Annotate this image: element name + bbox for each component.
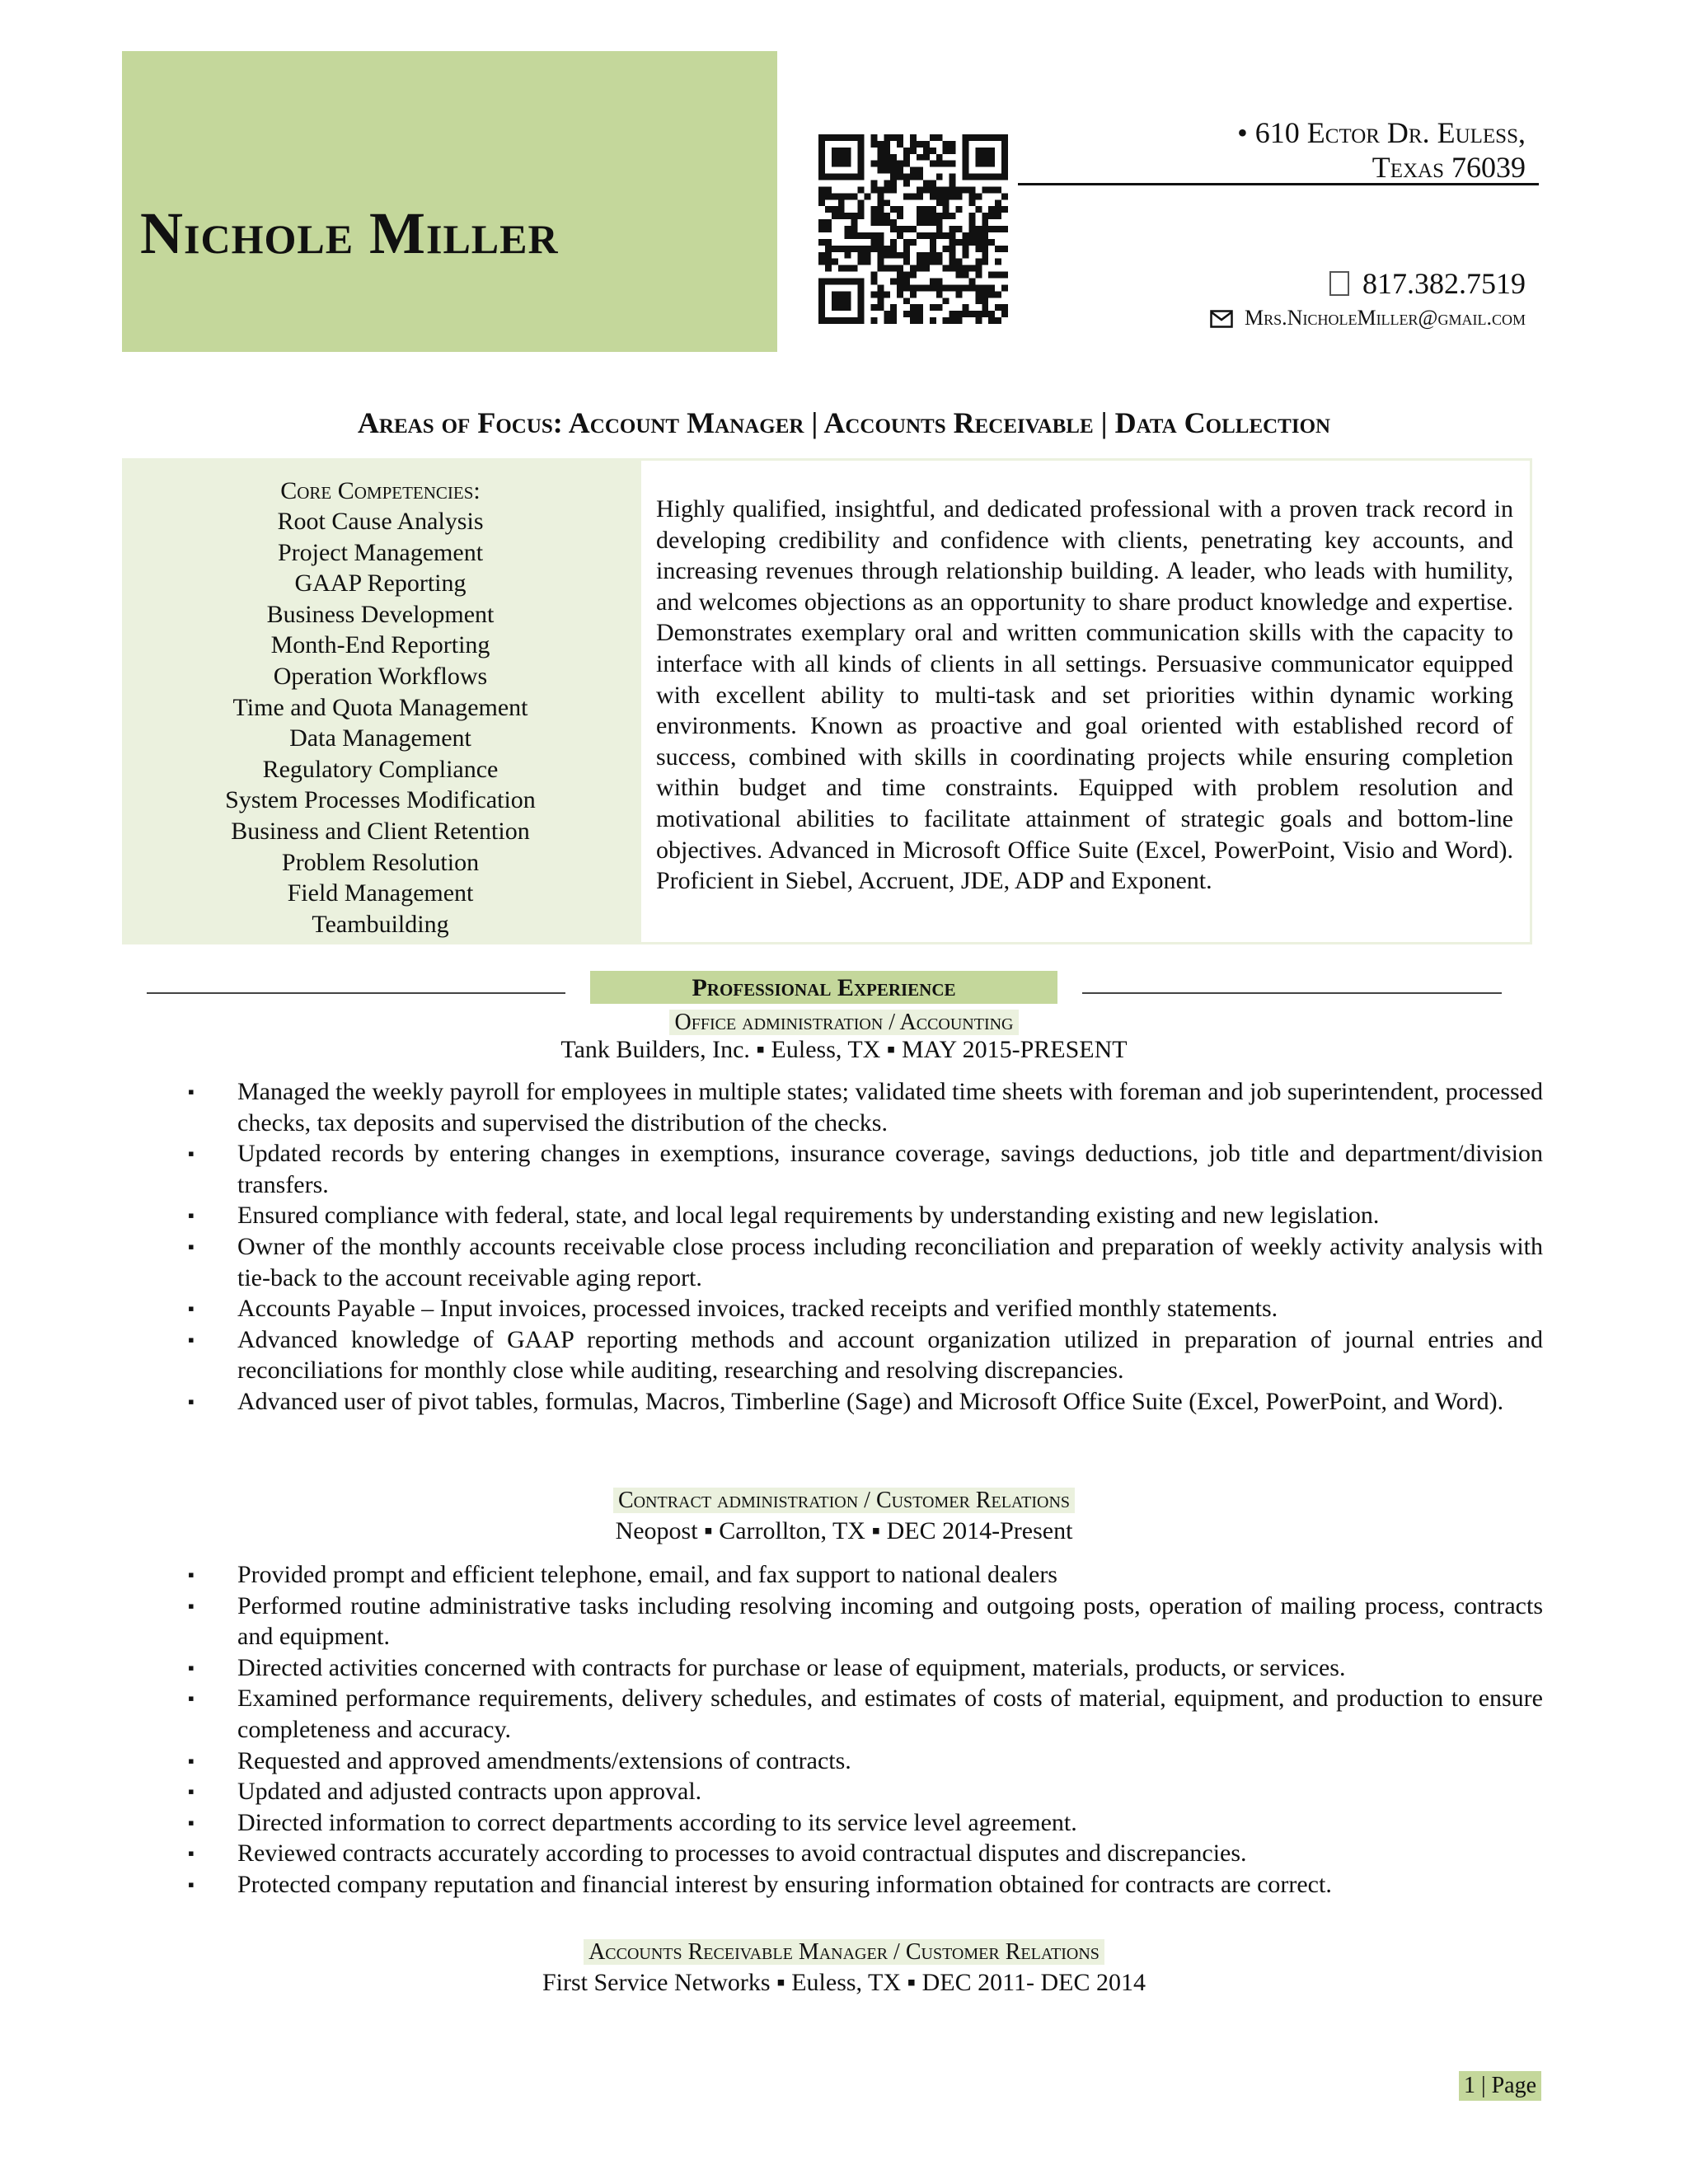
- list-item: ▪ Accounts Payable – Input invoices, processed invoices, tracked receipts and verified monthly statements.: [165, 1293, 1543, 1324]
- address-divider: [1018, 183, 1539, 185]
- core-competencies-panel: [122, 458, 639, 944]
- list-item: ▪ Directed activities concerned with contracts for purchase or lease of equipment, materials, products, or services.: [165, 1652, 1543, 1684]
- competency-item: Business and Client Retention: [231, 817, 530, 845]
- competency-item: GAAP Reporting: [294, 569, 467, 598]
- competency-item: Project Management: [277, 538, 484, 566]
- list-item: ▪ Requested and approved amendments/extensions of contracts.: [165, 1746, 1543, 1777]
- job-title-text: Office administration / Accounting: [669, 1010, 1018, 1035]
- job-bullets: [165, 1559, 1543, 1900]
- list-item: ▪ Protected company reputation and financial interest by ensuring information obtained for contracts are correct.: [165, 1869, 1543, 1900]
- competency-item: Time and Quota Management: [232, 693, 528, 721]
- competency-item: Root Cause Analysis: [277, 508, 484, 535]
- job-employer: Neopost ▪ Carrollton, TX ▪ DEC 2014-Present: [615, 1517, 1073, 1544]
- phone-text: 817.382.7519: [1362, 267, 1526, 300]
- list-item: ▪ Examined performance requirements, delivery schedules, and estimates of costs of material, equipment, and production to ensure completeness and accuracy.: [165, 1683, 1543, 1745]
- section-divider-right: [1082, 992, 1502, 994]
- job-employer: First Service Networks ▪ Euless, TX ▪ DEC 2011- DEC 2014: [542, 1969, 1146, 1996]
- address-city: Texas 76039: [1372, 151, 1526, 184]
- page-number: 1 | Page: [1459, 2071, 1541, 2101]
- list-item: ▪ Advanced knowledge of GAAP reporting methods and account organization utilized in preparation of journal entries and reconciliations for monthly close while auditing, researching and resolving discrepancies.: [165, 1324, 1543, 1386]
- list-item: ▪ Managed the weekly payroll for employees in multiple states; validated time sheets with foreman and job superintendent, processed checks, tax deposits and supervised the distribution of the checks.: [165, 1076, 1543, 1138]
- job-bullets: [165, 1076, 1543, 1418]
- competency-item: Regulatory Compliance: [262, 755, 499, 783]
- email-text: Mrs.NicholeMiller@gmail.com: [1245, 306, 1526, 330]
- list-item: ▪ Ensured compliance with federal, state, and local legal requirements by understanding existing and new legislation.: [165, 1200, 1543, 1231]
- job-employer: Tank Builders, Inc. ▪ Euless, TX ▪ MAY 2015-PRESENT: [560, 1036, 1128, 1063]
- competencies-title: Core Competencies:: [280, 477, 481, 504]
- list-item: ▪ Advanced user of pivot tables, formulas, Macros, Timberline (Sage) and Microsoft Office Suite (Excel, PowerPoint, and Word).: [165, 1386, 1543, 1418]
- qr-code-icon: [818, 134, 1008, 324]
- list-item: ▪ Directed information to correct departments according to its service level agreement.: [165, 1807, 1543, 1839]
- address-street: • 610 Ector Dr. Euless,: [1237, 116, 1526, 149]
- phone-icon: [1329, 271, 1349, 296]
- list-item: ▪ Provided prompt and efficient telephone, email, and fax support to national dealers: [165, 1559, 1543, 1591]
- list-item: ▪ Updated and adjusted contracts upon approval.: [165, 1776, 1543, 1807]
- name-banner: [122, 51, 777, 352]
- experience-heading: Professional Experience: [590, 971, 1057, 1004]
- candidate-name: Nichole Miller: [140, 200, 559, 266]
- competency-item: Month-End Reporting: [270, 631, 490, 659]
- summary-panel: [639, 458, 1532, 944]
- job-title: [0, 1938, 1688, 1966]
- job-title-text: Contract administration / Customer Relations: [613, 1488, 1075, 1513]
- mail-icon: [1210, 310, 1233, 328]
- list-item: ▪ Reviewed contracts accurately according to processes to avoid contractual disputes and discrepancies.: [165, 1838, 1543, 1869]
- list-item: ▪ Owner of the monthly accounts receivable close process including reconciliation and preparation of weekly activity analysis with tie-back to the account receivable aging report.: [165, 1231, 1543, 1293]
- areas-of-focus: Areas of Focus: Account Manager | Accounts Receivable | Data Collection: [357, 406, 1331, 439]
- competencies-list: [122, 506, 639, 940]
- competency-item: Problem Resolution: [281, 848, 480, 876]
- list-item: ▪ Performed routine administrative tasks including resolving incoming and outgoing posts, operation of mailing process, contracts and equipment.: [165, 1591, 1543, 1652]
- section-divider-left: [147, 992, 565, 994]
- job-title-text: Accounts Receivable Manager / Customer Relations: [584, 1939, 1104, 1965]
- competency-item: Operation Workflows: [273, 662, 488, 690]
- phone-number: [1329, 266, 1526, 301]
- professional-summary: Highly qualified, insightful, and dedicated professional with a proven track record in developing credibility and confidence with clients, penetrating key accounts, and increasing revenues through relationship building. A leader, who leads with humility, and welcomes objections as an opportunity to share product knowledge and expertise. Demonstrates exemplary oral and written communication skills with the capacity to interface with all kinds of clients in all settings. Persuasive communicator equipped with excellent ability to multi-task and set priorities within dynamic working environments. Known as proactive and goal oriented with established record of success, combined with skills in coordinating projects while ensuring completion within budget and time constraints. Equipped with problem resolution and motivational abilities to facilitate attainment of strategic goals and bottom-line objectives. Advanced in Microsoft Office Suite (Excel, PowerPoint, Visio and Word). Proficient in Siebel, Accruent, JDE, ADP and Exponent.: [656, 495, 1513, 895]
- competency-item: System Processes Modification: [225, 786, 536, 814]
- job-title: [0, 1487, 1688, 1515]
- competency-item: Teambuilding: [312, 910, 449, 938]
- competency-item: Field Management: [287, 879, 474, 907]
- job-title: [0, 1009, 1688, 1037]
- email-address[interactable]: [1210, 306, 1526, 330]
- competency-item: Data Management: [289, 724, 471, 752]
- list-item: ▪ Updated records by entering changes in exemptions, insurance coverage, savings deductions, job title and department/division transfers.: [165, 1138, 1543, 1200]
- competency-item: Business Development: [266, 600, 495, 628]
